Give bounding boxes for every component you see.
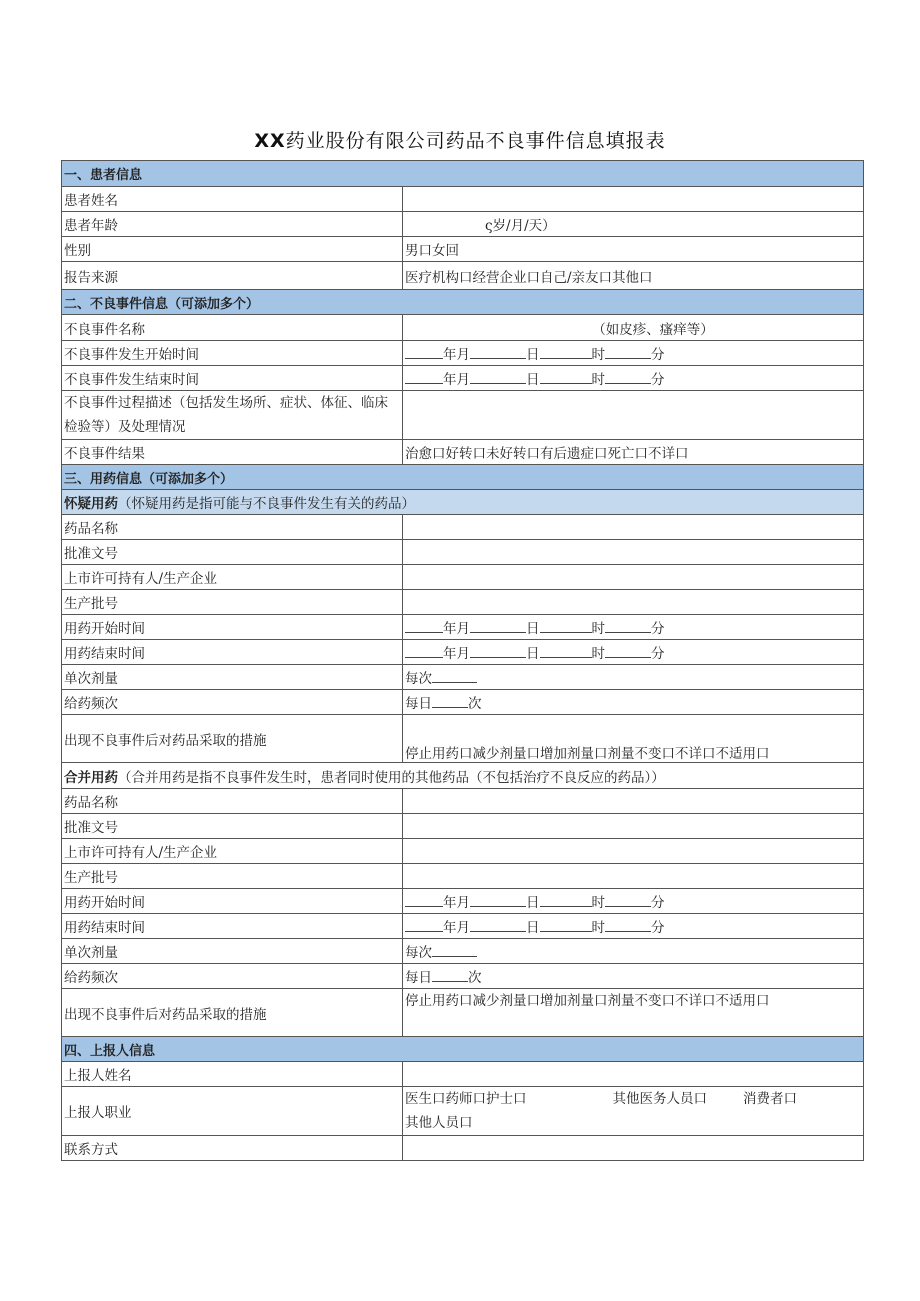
suspect-holder-label: 上市许可持有人/生产企业: [62, 565, 403, 590]
patient-age-label: 患者年龄: [62, 212, 403, 237]
suspect-dose-label: 单次剂量: [62, 665, 403, 690]
suspect-drug-name-input[interactable]: [403, 515, 864, 540]
title-text: 药业股份有限公司药品不良事件信息填报表: [285, 130, 666, 152]
concomitant-freq-input[interactable]: 每日 次: [403, 964, 864, 989]
event-end-time-input[interactable]: 年月 日 时 分: [403, 366, 864, 391]
job-options-b: 其他医务人员口: [612, 1091, 707, 1107]
suspect-drug-note: （怀疑用药是指可能与不良事件发生有关的药品）: [118, 496, 415, 512]
section-drug-header: 三、用药信息（可添加多个）: [62, 465, 864, 490]
concomitant-start-label: 用药开始时间: [62, 889, 403, 914]
suspect-end-label: 用药结束时间: [62, 640, 403, 665]
suspect-approval-label: 批准文号: [62, 540, 403, 565]
event-result-options[interactable]: 治愈口好转口未好转口有后遗症口死亡口不详口: [403, 440, 864, 465]
job-options-d: 其他人员口: [405, 1115, 473, 1131]
concomitant-approval-label: 批准文号: [62, 814, 403, 839]
suspect-batch-input[interactable]: [403, 590, 864, 615]
sex-options[interactable]: 男口女回: [403, 237, 864, 262]
report-source-label: 报告来源: [62, 262, 403, 290]
suspect-batch-label: 生产批号: [62, 590, 403, 615]
suspect-dose-input[interactable]: 每次: [403, 665, 864, 690]
contact-label: 联系方式: [62, 1136, 403, 1161]
title-prefix: XX: [254, 130, 286, 152]
section-reporter-header: 四、上报人信息: [62, 1037, 864, 1062]
suspect-start-label: 用药开始时间: [62, 615, 403, 640]
suspect-approval-input[interactable]: [403, 540, 864, 565]
job-options-a: 医生口药师口护士口: [405, 1091, 527, 1107]
suspect-holder-input[interactable]: [403, 565, 864, 590]
concomitant-batch-label: 生产批号: [62, 864, 403, 889]
event-end-label: 不良事件发生结束时间: [62, 366, 403, 391]
report-source-options[interactable]: 医疗机构口经营企业口自己/亲友口其他口: [403, 262, 864, 290]
suspect-start-time-input[interactable]: 年月 日 时 分: [403, 615, 864, 640]
concomitant-start-time-input[interactable]: 年月 日 时 分: [403, 889, 864, 914]
event-result-label: 不良事件结果: [62, 440, 403, 465]
suspect-drug-title: 怀疑用药: [64, 496, 118, 512]
event-description-label: 不良事件过程描述（包括发生场所、症状、体征、临床检验等）及处理情况: [62, 391, 403, 440]
concomitant-end-label: 用药结束时间: [62, 914, 403, 939]
event-name-hint: （如皮疹、瘙痒等）: [592, 321, 714, 338]
concomitant-freq-label: 给药频次: [62, 964, 403, 989]
sex-label: 性别: [62, 237, 403, 262]
patient-name-input[interactable]: [403, 187, 864, 212]
event-name-label: 不良事件名称: [62, 315, 403, 341]
reporter-job-options[interactable]: [403, 1087, 864, 1136]
contact-input[interactable]: [403, 1136, 864, 1161]
suspect-drug-header: [62, 490, 864, 515]
concomitant-action-options[interactable]: 停止用药口减少剂量口增加剂量口剂量不变口不详口不适用口: [403, 989, 864, 1037]
concomitant-dose-input[interactable]: 每次: [403, 939, 864, 964]
concomitant-drug-name-label: 药品名称: [62, 789, 403, 814]
reporter-job-label: 上报人职业: [62, 1087, 403, 1136]
page-title: [0, 126, 920, 153]
concomitant-action-label: 出现不良事件后对药品采取的措施: [62, 989, 403, 1037]
suspect-end-time-input[interactable]: 年月 日 时 分: [403, 640, 864, 665]
patient-age-input[interactable]: [403, 212, 864, 237]
suspect-drug-name-label: 药品名称: [62, 515, 403, 540]
event-start-label: 不良事件发生开始时间: [62, 341, 403, 366]
concomitant-holder-label: 上市许可持有人/生产企业: [62, 839, 403, 864]
suspect-action-label: 出现不良事件后对药品采取的措施: [62, 715, 403, 763]
suspect-freq-input[interactable]: 每日 次: [403, 690, 864, 715]
concomitant-approval-input[interactable]: [403, 814, 864, 839]
reporter-name-input[interactable]: [403, 1062, 864, 1087]
reporter-name-label: 上报人姓名: [62, 1062, 403, 1087]
patient-name-label: 患者姓名: [62, 187, 403, 212]
concomitant-drug-name-input[interactable]: [403, 789, 864, 814]
event-start-time-input[interactable]: 年月 日 时 分: [403, 341, 864, 366]
concomitant-holder-input[interactable]: [403, 839, 864, 864]
concomitant-drug-title: 合并用药: [64, 769, 118, 786]
section-patient-header: 一、患者信息: [62, 161, 864, 187]
suspect-action-options[interactable]: 停止用药口减少剂量口增加剂量口剂量不变口不详口不适用口: [403, 715, 864, 763]
concomitant-end-time-input[interactable]: 年月 日 时 分: [403, 914, 864, 939]
concomitant-drug-note: （合并用药是指不良事件发生时，患者同时使用的其他药品（不包括治疗不良反应的药品））: [118, 769, 665, 786]
event-description-input[interactable]: [403, 391, 864, 440]
concomitant-batch-input[interactable]: [403, 864, 864, 889]
job-options-c: 消费者口: [743, 1091, 797, 1107]
age-unit-text: ς岁/月/天）: [485, 218, 556, 234]
report-form-table: [61, 160, 864, 1161]
suspect-freq-label: 给药频次: [62, 690, 403, 715]
concomitant-drug-header: [62, 763, 864, 789]
section-event-header: 二、不良事件信息（可添加多个）: [62, 290, 864, 315]
event-name-input[interactable]: [403, 315, 864, 341]
concomitant-dose-label: 单次剂量: [62, 939, 403, 964]
